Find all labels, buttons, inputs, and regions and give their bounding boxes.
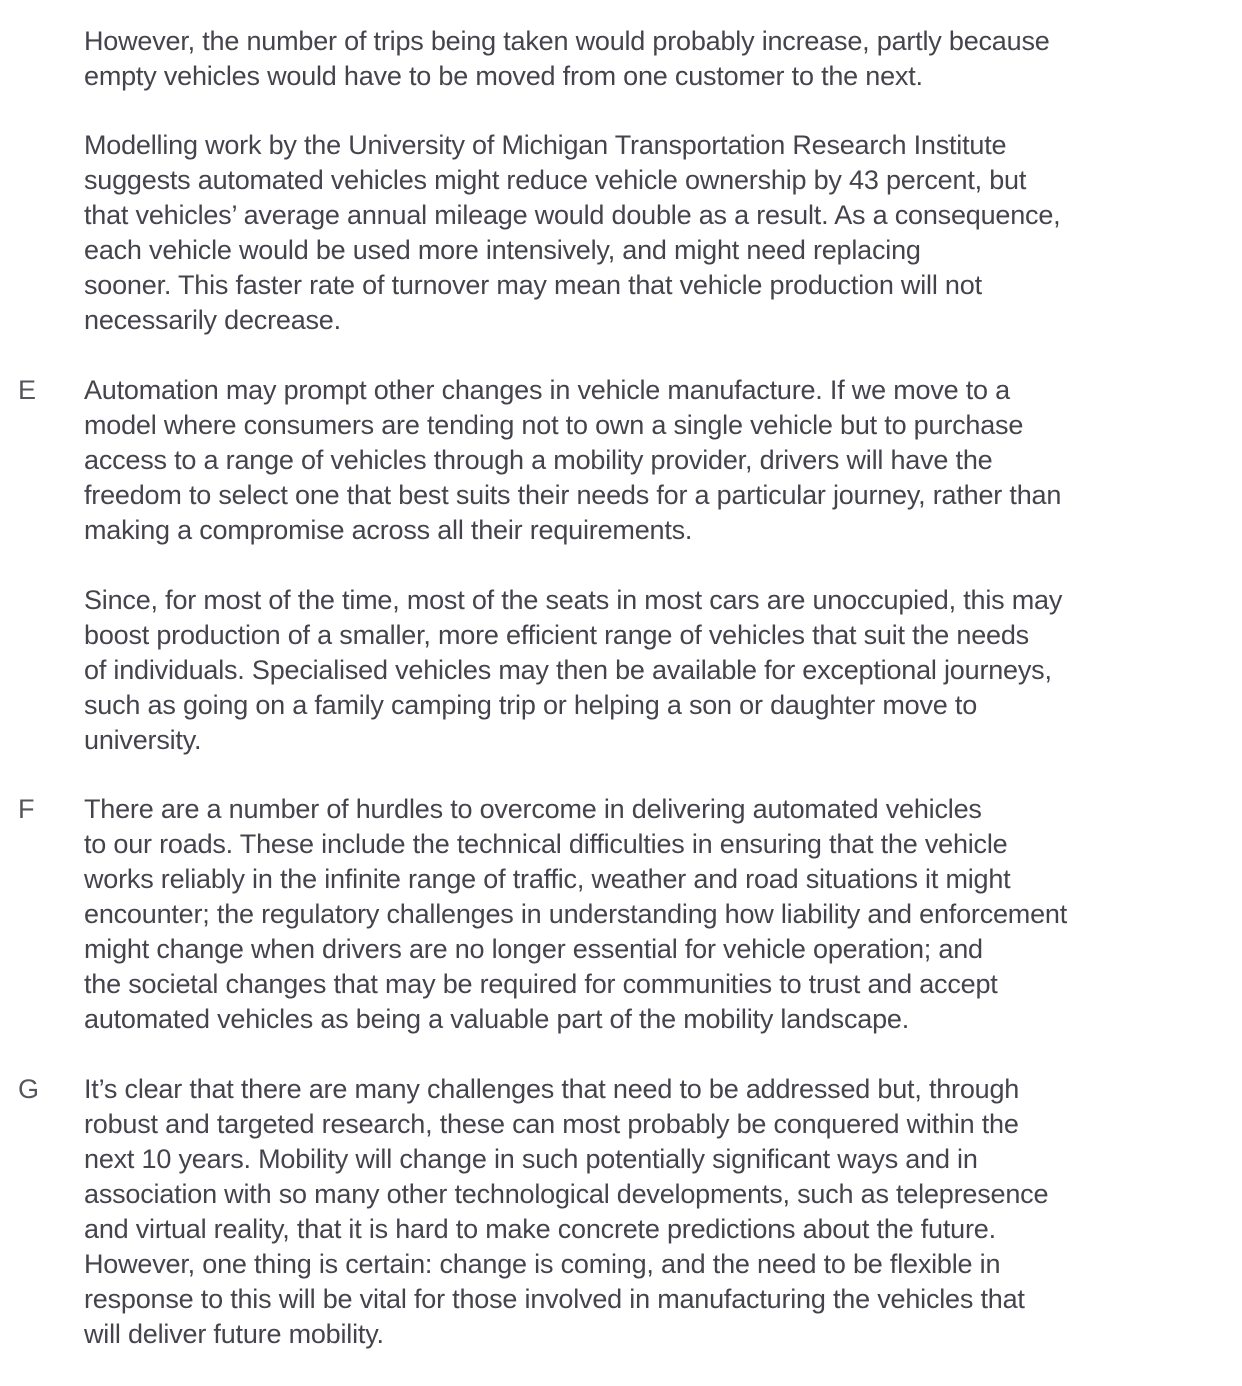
- text-line: might change when drivers are no longer essential for vehicle operation; and: [84, 934, 983, 964]
- section-letter: F: [18, 794, 35, 824]
- paragraph-f: [84, 792, 1194, 1037]
- text-line: response to this will be vital for those involved in manufacturing the vehicles that: [84, 1284, 1025, 1314]
- text-line: However, one thing is certain: change is coming, and the need to be flexible in: [84, 1249, 1001, 1279]
- text-line: to our roads. These include the technical difficulties in ensuring that the vehicle: [84, 829, 1008, 859]
- text-line: necessarily decrease.: [84, 305, 341, 335]
- text-line: Since, for most of the time, most of the seats in most cars are unoccupied, this may: [84, 585, 1063, 615]
- text-line: suggests automated vehicles might reduce vehicle ownership by 43 percent, but: [84, 165, 1027, 195]
- text-line: works reliably in the infinite range of traffic, weather and road situations it might: [84, 864, 1011, 894]
- text-line: empty vehicles would have to be moved from one customer to the next.: [84, 61, 923, 91]
- text-line: access to a range of vehicles through a mobility provider, drivers will have the: [84, 445, 993, 475]
- text-line: that vehicles’ average annual mileage would double as a result. As a consequence,: [84, 200, 1061, 230]
- section-letter: E: [18, 375, 37, 405]
- text-line: will deliver future mobility.: [84, 1319, 384, 1349]
- text-line: such as going on a family camping trip or helping a son or daughter move to: [84, 690, 978, 720]
- text-line: It’s clear that there are many challenges that need to be addressed but, through: [84, 1074, 1020, 1104]
- text-line: each vehicle would be used more intensively, and might need replacing: [84, 235, 921, 265]
- paragraph-g: [84, 1072, 1194, 1352]
- text-line: university.: [84, 725, 202, 755]
- text-line: Modelling work by the University of Michigan Transportation Research Institute: [84, 130, 1007, 160]
- text-line: encounter; the regulatory challenges in understanding how liability and enforcement: [84, 899, 1068, 929]
- paragraph-continuation-trips: [84, 24, 1194, 94]
- text-line: robust and targeted research, these can most probably be conquered within the: [84, 1109, 1019, 1139]
- paragraph-seats-unoccupied: [84, 583, 1194, 758]
- text-line: and virtual reality, that it is hard to make concrete predictions about the future.: [84, 1214, 996, 1244]
- section-letter: G: [18, 1074, 40, 1104]
- text-line: association with so many other technological developments, such as telepresence: [84, 1179, 1049, 1209]
- text-line: boost production of a smaller, more efficient range of vehicles that suit the needs: [84, 620, 1029, 650]
- text-line: However, the number of trips being taken would probably increase, partly because: [84, 26, 1050, 56]
- text-line: the societal changes that may be required for communities to trust and accept: [84, 969, 998, 999]
- text-line: of individuals. Specialised vehicles may then be available for exceptional journeys,: [84, 655, 1052, 685]
- text-line: next 10 years. Mobility will change in such potentially significant ways and in: [84, 1144, 978, 1174]
- text-line: Automation may prompt other changes in vehicle manufacture. If we move to a: [84, 375, 1010, 405]
- paragraph-michigan-modelling: [84, 128, 1194, 338]
- text-line: freedom to select one that best suits their needs for a particular journey, rather than: [84, 480, 1062, 510]
- text-line: model where consumers are tending not to own a single vehicle but to purchase: [84, 410, 1024, 440]
- paragraph-e: [84, 373, 1194, 548]
- text-line: making a compromise across all their requirements.: [84, 515, 693, 545]
- text-line: automated vehicles as being a valuable part of the mobility landscape.: [84, 1004, 910, 1034]
- text-line: There are a number of hurdles to overcome in delivering automated vehicles: [84, 794, 982, 824]
- text-line: sooner. This faster rate of turnover may mean that vehicle production will not: [84, 270, 982, 300]
